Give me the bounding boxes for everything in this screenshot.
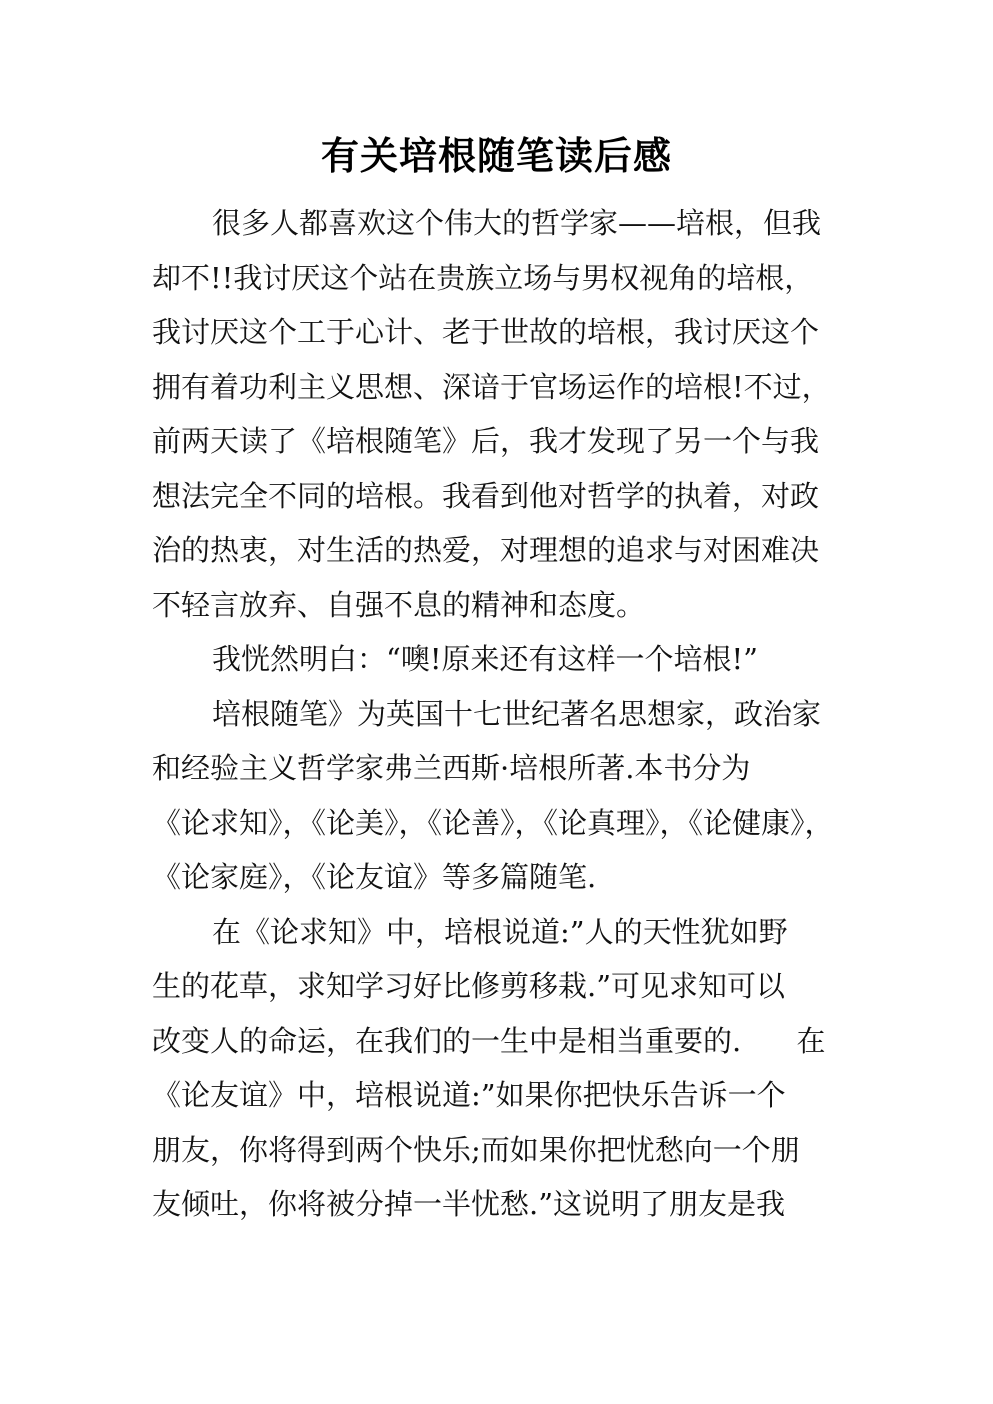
- text-line: 在《论求知》中，培根说道:”人的天性犹如野: [212, 914, 788, 949]
- text-line: 不轻言放弃、自强不息的精神和态度。: [152, 587, 646, 622]
- text-line: 我讨厌这个工于心计、老于世故的培根，我讨厌这个: [152, 315, 820, 349]
- text-line: 和经验主义哲学家弗兰西斯·培根所著.本书分为: [152, 751, 751, 785]
- text-line: 却不!!我讨厌这个站在贵族立场与男权视角的培根，: [152, 260, 814, 295]
- text-line: 想法完全不同的培根。我看到他对哲学的执着，对政: [152, 478, 820, 513]
- text-line: 朋友，你将得到两个快乐;而如果你把忧愁向一个朋: [152, 1132, 800, 1167]
- text-line: 改变人的命运，在我们的一生中是相当重要的. 在: [152, 1023, 826, 1058]
- document-title: 有关培根随笔读后感: [320, 134, 672, 178]
- text-line: 治的热衷，对生活的热爱，对理想的追求与对困难决: [152, 533, 820, 567]
- text-line: 《论家庭》，《论友谊》等多篇随笔.: [152, 860, 597, 894]
- text-line: 拥有着功利主义思想、深谙于官场运作的培根!不过，: [152, 369, 831, 404]
- text-line: 前两天读了《培根随笔》后，我才发现了另一个与我: [152, 424, 820, 458]
- text-line: 友倾吐，你将被分掉一半忧愁.”这说明了朋友是我: [152, 1187, 786, 1221]
- text-line: 培根随笔》为英国十七世纪著名思想家，政治家: [212, 696, 822, 731]
- document-body: [152, 196, 852, 1232]
- text-line: 生的花草，求知学习好比修剪移栽.”可见求知可以: [152, 969, 786, 1003]
- text-line: 很多人都喜欢这个伟大的哲学家——培根，但我: [212, 206, 822, 240]
- text-line: 《论求知》，《论美》，《论善》，《论真理》，《论健康》，: [152, 805, 834, 840]
- text-line: 《论友谊》中，培根说道:”如果你把快乐告诉一个: [152, 1078, 786, 1112]
- text-line: 我恍然明白：“噢!原来还有这样一个培根!”: [212, 642, 758, 676]
